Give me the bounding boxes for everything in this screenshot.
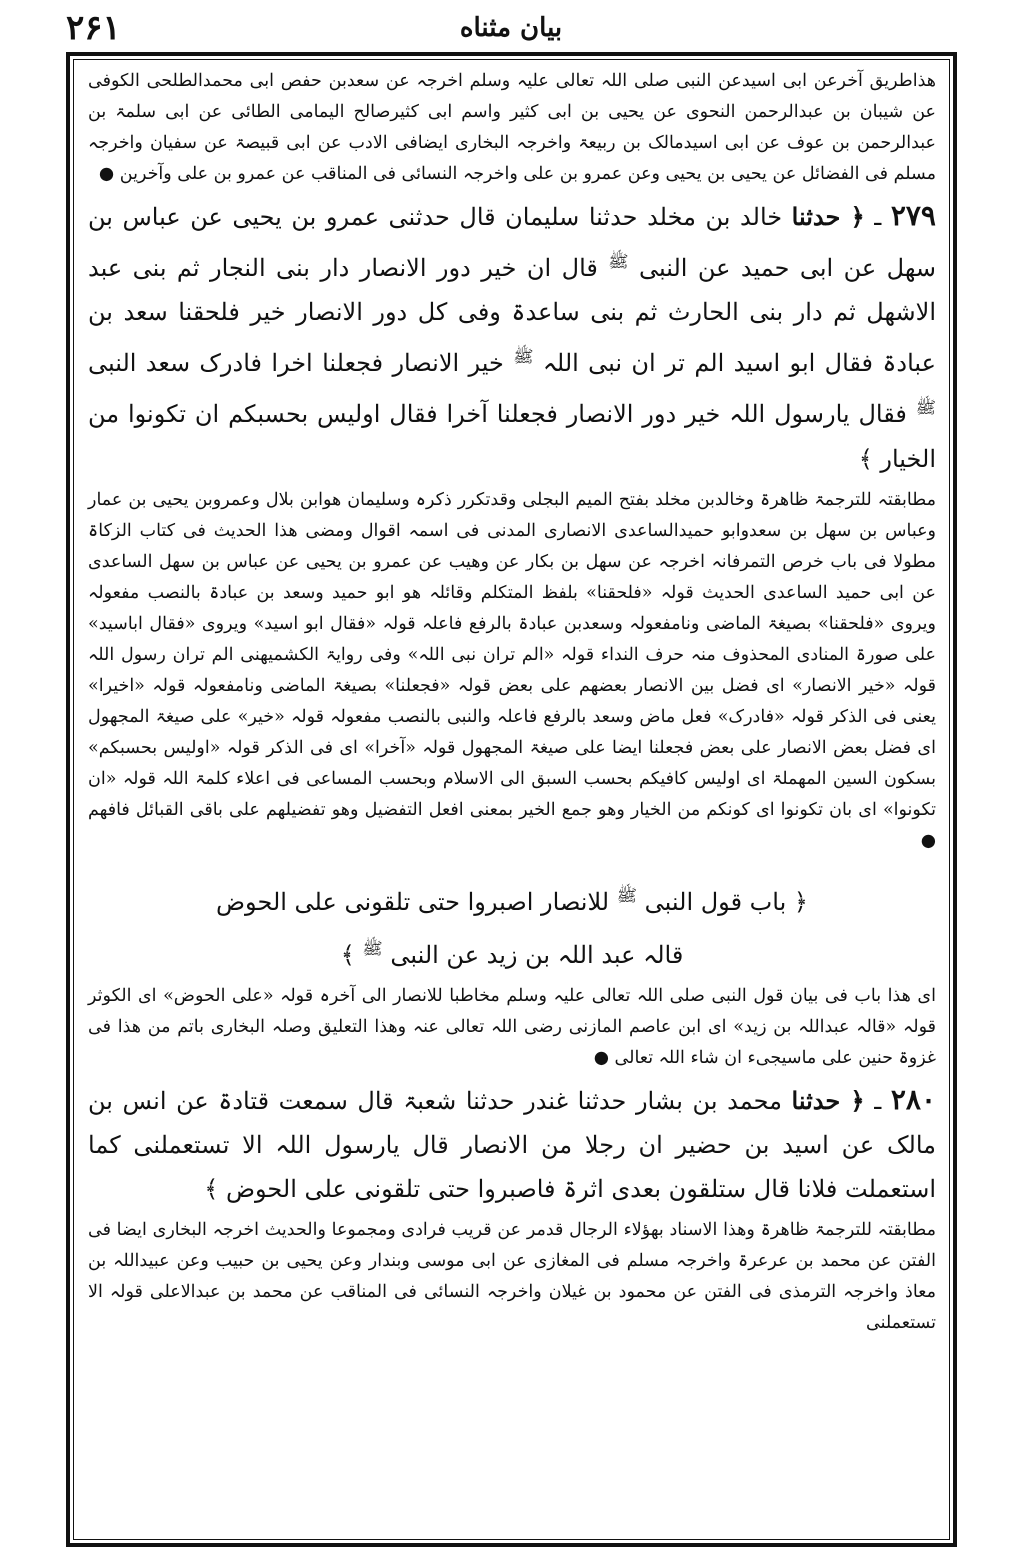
hadith-marker: ﴿ حدثنا xyxy=(791,1086,865,1116)
salutation-glyph: ﷺ xyxy=(362,937,383,958)
hadith-text: خیر الانصار فجعلنا اخرا فادرک سعد النبی xyxy=(88,349,504,378)
salutation-glyph: ﷺ xyxy=(915,397,936,418)
page-number: ۲۶۱ xyxy=(66,8,121,48)
hadith-text: محمد بن بشار حدثنا غندر حدثنا شعبۃ قال سمعت قتادۃ عن انس بن مالک عن اسید بن حضیر ان رجلا من الانصار قال یارسول اللہ الا تستعملنی کما استعملت فلانا قال ستلقون بعدی اثرۃ فاصبروا حتی تلقونی علی الحوض ﴾ xyxy=(88,1087,936,1204)
chapter-marker: ﴾ xyxy=(340,941,355,970)
chapter-subheading xyxy=(88,928,936,975)
chapter-subtitle: قالہ عبد اللہ بن زید عن النبی xyxy=(390,941,684,970)
hadith-number: ۲۸۰ xyxy=(890,1083,936,1117)
hadith-text: قال ان خیر دور الانصار دار بنی النجار ثم بنی عبد الاشھل ثم دار بنی الحارث ثم بنی ساعدۃ وفی کل دور الانصار خیر فلحقنا سعد بن عبادۃ فقال ابو اسید الم تر ان نبی اللہ xyxy=(88,254,936,378)
hadith-number: ۲۷۹ xyxy=(890,199,936,232)
hadith-280: ۲۸۰ ـ ﴿ حدثنا محمد بن بشار حدثنا غندر حدثنا شعبۃ قال سمعت قتادۃ عن انس بن مالک عن اسید بن حضیر ان رجلا من الانصار قال یارسول اللہ الا تستعملنی کما استعملت فلانا قال ستلقون بعدی اثرۃ فاصبروا حتی تلقونی علی الحوض ﴾ xyxy=(88,1083,936,1204)
hadith-marker: ﴿ حدثنا xyxy=(791,202,865,231)
running-title: بیان مثناه xyxy=(459,13,563,43)
commentary-paragraph-4: مطابقتہ للترجمۃ ظاھرۃ وھذا الاسناد بھؤلاء الرجال قدمر عن قریب فرادی ومجموعا والحدیث اخرجہ البخاری ایضا فی الفتن عن محمد بن عرعرۃ واخرجہ مسلم فی المغازی عن ابی موسی وبندار وعن یحیی بن حبیب وعن عبیداللہ بن معاذ واخرجہ الترمذی فی الفتن عن محمود بن غیلان واخرجہ النسائی فی المناقب عن محمد بن عبدالاعلی قولہ الا تستعملنی xyxy=(88,1220,936,1334)
commentary-paragraph-2: مطابقتہ للترجمۃ ظاھرۃ وخالدبن مخلد بفتح المیم البجلی وقدتکرر ذکرہ وسلیمان ھوابن بلال وعمروبن یحیی بن عمار وعباس بن سھل بن سعدوابو حمیدالساعدی الانصاری المدنی فی اسمہ اقوال ومضی ھذا الحدیث فی کتاب الزکاۃ مطولا فی باب خرص التمرفانہ اخرجہ عن سھل بن بکار عن وھیب عن عمرو بن یحیی عن عباس بن سھل الساعدی عن ابی حمید الساعدی الحدیث قولہ «فلحقنا» بلفظ المتکلم وقائلہ ھو ابو حمید وسعد بن عبادۃ بالنصب مفعولہ ویروی «فلحقنا» بصیغۃ الماضی ونامفعولہ وسعدبن عبادۃ بالرفع فاعلہ قولہ «فقال ابو اسید» ویروی «فقال اباسید» علی صورۃ المنادی المحذوف منہ حرف النداء قولہ «الم تران نبی اللہ» وفی روایۃ الکشمیھنی الم تران رسول اللہ قولہ «خیر الانصار» ای فضل بین الانصار بعضھم علی بعض قولہ «فجعلنا» بصیغۃ الماضی ونامفعولہ قولہ «اخیرا» یعنی فی الذکر قولہ «فادرک» فعل ماض وسعد بالرفع فاعلہ والنبی بالنصب مفعولہ قولہ «خیر» علی صیغۃ المجھول ای فضل بعض الانصار علی بعض فجعلنا ایضا علی صیغۃ المجھول قولہ «آخرا» ای فی الذکر قولہ «اولیس بحسبکم» بسکون السین المھملۃ ای اولیس کافیکم بحسب السبق الی الاسلام وبحسب المساعی فی اعلاء کلمۃ اللہ قولہ «ان تکونوا» ای بان تکونوا ای کونکم من الخیار وھو جمع الخیر بمعنی افعل التفضیل وھو تفضیلھم علی باقی القبائل فافھم ● xyxy=(88,489,936,851)
commentary-paragraph-1: هذاطریق آخرعن ابی اسیدعن النبی صلی اللہ تعالی علیہ وسلم اخرجہ عن سعدبن حفص ابی محمدالطلحی الکوفی عن شیبان بن عبدالرحمن النحوی عن یحیی بن ابی کثیر واسم ابی کثیرصالح الیمامی الطائی عن ابی سلمۃ بن عبدالرحمن بن عوف عن ابی اسیدمالک بن ربیعۃ واخرجہ البخاری ایضافی الادب عن ابی قبیصۃ عن سفیان واخرجہ مسلم فی الفضائل عن یحیی بن یحیی وعن عمرو بن علی واخرجہ النسائی فی المناقب عن عمرو بن علی وآخرین ● xyxy=(88,71,936,184)
page-body xyxy=(88,66,936,1339)
commentary-paragraph-3: ای ھذا باب فی بیان قول النبی صلی اللہ تعالی علیہ وسلم مخاطبا للانصار الی آخرہ قولہ «علی الحوض» ای الکوثر قولہ «قالہ عبداللہ بن زید» ای ابن عاصم المازنی رضی اللہ تعالی عنہ وھذا التعلیق وصلہ البخاری باتم من ھذا فی غزوۃ حنین علی ماسیجیء ان شاء اللہ تعالی ● xyxy=(88,986,936,1069)
chapter-marker: ﴿ xyxy=(793,887,808,916)
salutation-glyph: ﷺ xyxy=(616,884,637,905)
chapter-heading xyxy=(88,873,936,924)
page-header xyxy=(66,8,956,48)
salutation-glyph: ﷺ xyxy=(608,251,629,271)
chapter-title: باب قول النبی xyxy=(644,887,787,916)
hadith-text: فقال یارسول اللہ خیر دور الانصار فجعلنا آخرا فقال اولیس بحسبکم ان تکونوا من الخیار ﴾ xyxy=(88,400,936,473)
hadith-279: ۲۷۹ ـ ﴿ حدثنا خالد بن مخلد حدثنا سلیمان قال حدثنی عمرو بن یحیی عن عباس بن سھل عن ابی حمید عن النبی $^ﷺ$ قال ان خیر دور الانصار دار بنی النجار ثم بنی عبد الاشھل ثم دار بنی الحارث ثم بنی ساعدۃ وفی کل دور الانصار خیر فلحقنا سعد بن عبادۃ فقال ابو اسید الم تر ان نبی اللہ $^ﷺ$ خیر الانصار فجعلنا اخرا فادرک سعد النبی $^ﷺ$ فقال یارسول اللہ خیر دور الانصار فجعلنا آخرا فقال اولیس بحسبکم ان تکونوا من الخیار ﴾ xyxy=(88,199,936,473)
hadith-text: خالد بن مخلد حدثنا سلیمان قال حدثنی عمرو بن یحیی عن عباس بن سھل عن ابی حمید عن النبی xyxy=(88,203,936,283)
chapter-title: للانصار اصبروا حتی تلقونی علی الحوض xyxy=(216,887,610,916)
salutation-glyph: ﷺ xyxy=(513,346,534,367)
